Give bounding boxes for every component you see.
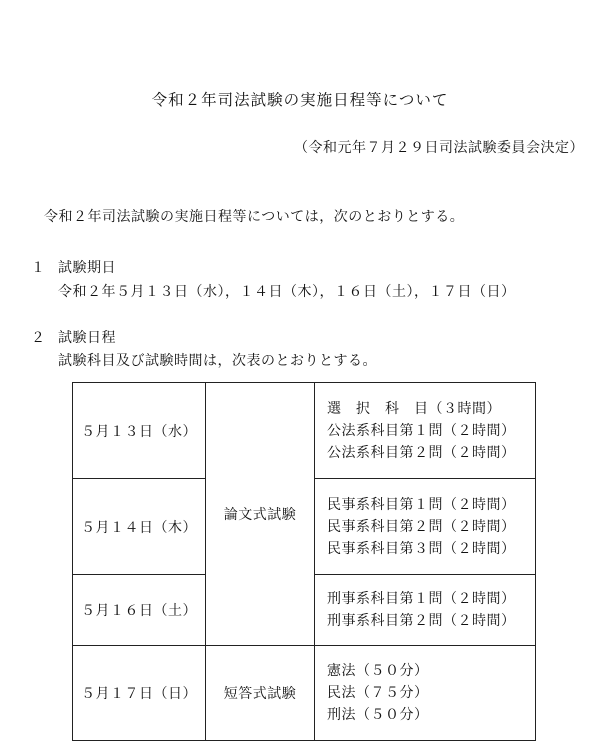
subjects-cell [315,646,536,741]
section1-number: １ [31,260,46,276]
date-cell: ５月１６日（土） [73,575,206,646]
date-cell: ５月１７日（日） [73,646,206,741]
exam-type-cell-short-answer: 短答式試験 [206,646,315,741]
subject-item: 民事系科目第３問（２時間） [327,540,516,557]
subject-item: 公法系科目第２問（２時間） [327,444,516,461]
subject-item: 選 択 科 目（３時間） [327,400,501,417]
subjects-cell [315,479,536,575]
section2-heading: 試験日程 [58,330,116,346]
subject-item: 公法系科目第１問（２時間） [327,422,516,439]
section1-heading: 試験期日 [58,260,116,276]
section1-dates: 令和２年５月１３日（水），１４日（木），１６日（土），１７日（日） [58,284,516,300]
subject-item: 刑法（５０分） [327,707,429,723]
subject-item: 刑事系科目第１問（２時間） [327,591,516,607]
exam-type-cell-essay: 論文式試験 [206,383,315,646]
table-row [73,646,536,741]
intro-text: 令和２年司法試験の実施日程等については，次のとおりとする。 [44,209,465,225]
subject-item: 刑事系科目第２問（２時間） [327,613,516,629]
subject-item: 民法（７５分） [327,685,429,701]
table-row [73,383,536,479]
subjects-cell [315,575,536,646]
schedule-table [72,382,536,741]
section2-number: ２ [31,330,46,346]
date-cell: ５月１３日（水） [73,383,206,479]
section2-description: 試験科目及び試験時間は，次表のとおりとする。 [58,353,377,369]
date-cell: ５月１４日（木） [73,479,206,575]
document-title: 令和２年司法試験の実施日程等について [151,91,449,109]
decision-note: （令和元年７月２９日司法試験委員会決定） [294,140,584,156]
subject-item: 憲法（５０分） [327,663,429,679]
subjects-cell [315,383,536,479]
subject-item: 民事系科目第１問（２時間） [327,496,516,513]
subject-item: 民事系科目第２問（２時間） [327,518,516,535]
